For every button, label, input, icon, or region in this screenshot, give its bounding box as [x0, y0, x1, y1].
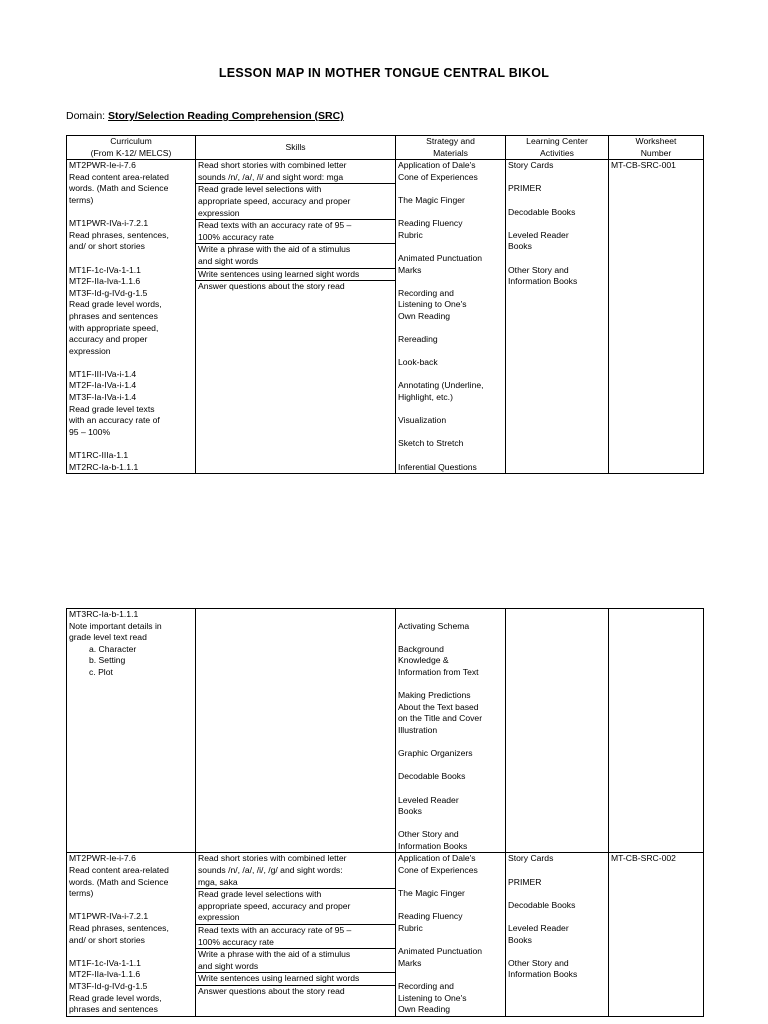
text-line: Read phrases, sentences, [69, 229, 169, 240]
text-line: Decodable Books [398, 771, 466, 782]
text-line: Books [398, 806, 422, 817]
text-line: Read short stories with combined letter [198, 853, 347, 864]
text-line [398, 346, 503, 358]
text-line: expression [69, 345, 111, 356]
text-line: Leveled Reader [398, 794, 459, 805]
skill-item [196, 281, 395, 293]
text-line: Other Story and [508, 264, 569, 275]
text-line [398, 609, 503, 621]
text-line: MT1F-1c-IVa-1-1.1 [69, 264, 141, 275]
strategy-cell [396, 853, 506, 1016]
text-line: Books [508, 934, 532, 945]
header-skills: Skills [196, 136, 396, 160]
curriculum-cell [67, 160, 196, 474]
text-line: Activating Schema [398, 620, 470, 631]
text-line: Recording and [398, 287, 454, 298]
text-line: Read grade level selections with [198, 184, 322, 195]
domain-line [66, 110, 344, 122]
header-learning-line2: Activities [540, 147, 574, 158]
text-line: terms) [69, 194, 94, 205]
text-line: Leveled Reader [508, 229, 569, 240]
text-line: Answer questions about the story read [198, 986, 345, 996]
text-line: Read grade level words, [69, 299, 162, 310]
text-line: Reading Fluency [398, 911, 463, 922]
text-line: Visualization [398, 415, 447, 426]
text-line: MT3RC-Ia-b-1.1.1 [69, 609, 139, 619]
text-line: expression [198, 207, 240, 218]
text-line: appropriate speed, accuracy and proper [198, 900, 351, 911]
skill-item [196, 244, 395, 268]
text-line: a. Character [89, 643, 137, 654]
text-line: PRIMER [508, 876, 542, 887]
text-line: The Magic Finger [398, 888, 465, 899]
text-line: phrases and sentences [69, 1004, 158, 1015]
text-line: 95 – 100% [69, 426, 111, 437]
skill-item [196, 949, 395, 973]
skill-item [196, 853, 395, 889]
text-line [69, 253, 193, 265]
header-learning-line1: Learning Center [526, 136, 588, 146]
skill-item [196, 986, 395, 998]
text-line [69, 357, 193, 369]
text-line: grade level text read [69, 632, 147, 643]
text-line [398, 969, 503, 981]
text-line: Illustration [398, 724, 438, 735]
skill-item [196, 220, 395, 244]
text-line [398, 935, 503, 947]
text-line: Sketch to Stretch [398, 438, 464, 449]
text-line: Write a phrase with the aid of a stimulus [198, 244, 351, 255]
text-line: phrases and sentences [69, 310, 158, 321]
text-line: Marks [398, 264, 422, 275]
text-line [398, 679, 503, 691]
text-line: Rubric [398, 229, 423, 240]
text-line: Other Story and [508, 957, 569, 968]
text-line: Highlight, etc.) [398, 392, 453, 403]
text-line [398, 737, 503, 749]
text-line: b. Setting [89, 655, 126, 666]
text-line: expression [198, 912, 240, 923]
text-line: MT1F-1c-IVa-1-1.1 [69, 957, 141, 968]
text-line [398, 369, 503, 381]
text-line: sounds /n/, /a/, /i/ and sight word: mga [198, 171, 344, 182]
text-line: Read texts with an accuracy rate of 95 – [198, 220, 352, 231]
text-line: Read short stories with combined letter [198, 160, 347, 171]
skills-cell [196, 160, 396, 474]
text-line: Write sentences using learned sight words [198, 268, 360, 279]
text-line: MT1PWR-IVa-i-7.2.1 [69, 218, 149, 229]
text-line [508, 911, 606, 923]
worksheet-cell [609, 609, 704, 853]
text-line [508, 218, 606, 230]
text-line: 100% accuracy rate [198, 936, 274, 947]
text-line: PRIMER [508, 183, 542, 194]
text-line: mga, saka [198, 876, 238, 887]
text-line: Books [508, 241, 532, 252]
text-line: Read grade level words, [69, 992, 162, 1003]
text-line [69, 946, 193, 958]
learning-center-cell [506, 853, 609, 1016]
text-line [398, 450, 503, 462]
text-line: and sight words [198, 960, 259, 971]
text-line: Own Reading [398, 1004, 451, 1015]
header-row [67, 136, 704, 160]
text-line: sounds /n/, /a/, /i/, /g/ and sight words: [198, 865, 343, 876]
lesson-map-table-2 [66, 608, 704, 1017]
header-worksheet [609, 136, 704, 160]
skill-item [196, 889, 395, 925]
worksheet-cell: MT-CB-SRC-002 [609, 853, 704, 1016]
text-line: words. (Math and Science [69, 876, 169, 887]
text-line: MT2PWR-Ie-i-7.6 [69, 853, 136, 864]
text-line [508, 195, 606, 207]
text-line: Rereading [398, 334, 438, 345]
text-line [69, 207, 193, 219]
lesson-map-table-1 [66, 135, 704, 474]
text-line [398, 404, 503, 416]
text-line: Rubric [398, 923, 423, 934]
text-line: c. Plot [89, 666, 113, 677]
text-line: Read grade level selections with [198, 889, 322, 900]
text-line: Information Books [398, 840, 468, 851]
page-title: LESSON MAP IN MOTHER TONGUE CENTRAL BIKOL [218, 66, 550, 80]
header-strategy [396, 136, 506, 160]
text-line: MT2PWR-Ie-i-7.6 [69, 160, 136, 171]
skill-item [196, 973, 395, 986]
text-line: Look-back [398, 357, 438, 368]
text-line: Recording and [398, 981, 454, 991]
text-line: Information Books [508, 276, 578, 287]
curriculum-cell [67, 853, 196, 1016]
text-line: with an accuracy rate of [69, 415, 160, 426]
text-line: Inferential Questions [398, 461, 477, 472]
text-line: MT1PWR-IVa-i-7.2.1 [69, 911, 149, 922]
header-curriculum-line1: Curriculum [110, 136, 152, 146]
text-line: Read texts with an accuracy rate of 95 – [198, 925, 352, 936]
text-line: Application of Dale's [398, 853, 476, 864]
text-line: Decodable Books [508, 899, 576, 910]
header-curriculum-line2: (From K-12/ MELCS) [90, 147, 172, 158]
text-line: Listening to One's [398, 992, 467, 1003]
skill-item [196, 269, 395, 282]
text-line: Decodable Books [508, 206, 576, 217]
strategy-cell [396, 609, 506, 853]
header-strategy-line2: Materials [433, 147, 468, 158]
text-line: Read content area-related [69, 171, 169, 182]
header-learning-center [506, 136, 609, 160]
text-line: Cone of Experiences [398, 171, 478, 182]
text-line: Own Reading [398, 310, 451, 321]
text-line: Information from Text [398, 666, 479, 677]
text-line: Annotating (Underline, [398, 380, 484, 391]
text-line: Cone of Experiences [398, 865, 478, 876]
text-line: MT2F-IIa-Iva-1.1.6 [69, 276, 141, 287]
text-line [398, 183, 503, 195]
domain-value: Story/Selection Reading Comprehension (SRC) [108, 110, 344, 122]
text-line: MT3F-Id-g-IVd-g-1.5 [69, 287, 148, 298]
text-line: Reading Fluency [398, 218, 463, 229]
text-line: 100% accuracy rate [198, 231, 274, 242]
skill-item [196, 160, 395, 184]
learning-center-cell [506, 609, 609, 853]
text-line: and sight words [198, 255, 259, 266]
text-line: Story Cards [508, 160, 554, 171]
text-line: Read grade level texts [69, 403, 155, 414]
text-line: Application of Dale's [398, 160, 476, 171]
text-line: Answer questions about the story read [198, 281, 345, 292]
text-line: terms) [69, 888, 94, 899]
text-line: Marks [398, 957, 422, 968]
text-line [398, 900, 503, 912]
text-line [508, 865, 606, 877]
text-line: MT1RC-IIIa-1.1 [69, 450, 129, 461]
text-line [398, 323, 503, 335]
text-line: Listening to One's [398, 299, 467, 310]
text-line: MT3F-Id-g-IVd-g-1.5 [69, 981, 148, 991]
strategy-cell [396, 160, 506, 474]
text-line: Write sentences using learned sight words [198, 973, 360, 984]
text-line [508, 253, 606, 265]
text-line: MT2F-IIa-Iva-1.1.6 [69, 969, 141, 980]
curriculum-lines [69, 609, 193, 644]
text-line [69, 900, 193, 912]
text-line: appropriate speed, accuracy and proper [198, 195, 351, 206]
text-line: Graphic Organizers [398, 748, 473, 759]
header-worksheet-line1: Worksheet [635, 136, 677, 146]
text-line [398, 818, 503, 830]
text-line: Note important details in [69, 620, 162, 631]
text-line: Information Books [508, 969, 578, 980]
text-line [508, 946, 606, 958]
text-line: Knowledge & [398, 655, 449, 666]
text-line [69, 438, 193, 450]
text-line [398, 632, 503, 644]
text-line: About the Text based [398, 701, 479, 712]
text-line: Leveled Reader [508, 923, 569, 934]
text-line: and/ or short stories [69, 934, 145, 945]
text-line: on the Title and Cover [398, 713, 483, 724]
header-curriculum [67, 136, 196, 160]
skills-cell [196, 853, 396, 1016]
text-line: The Magic Finger [398, 194, 465, 205]
text-line [398, 241, 503, 253]
text-line: accuracy and proper [69, 334, 148, 345]
text-line [398, 877, 503, 889]
text-line: MT3F-Ia-IVa-i-1.4 [69, 392, 137, 403]
text-line: Animated Punctuation [398, 252, 483, 263]
text-line [398, 427, 503, 439]
text-line: MT1F-III-IVa-i-1.4 [69, 368, 137, 379]
detail-sublist [69, 644, 193, 679]
table-row [67, 609, 704, 853]
curriculum-cell [67, 609, 196, 853]
table-row [67, 160, 704, 474]
header-worksheet-line2: Number [640, 147, 672, 158]
table-row [67, 853, 704, 1016]
text-line [508, 888, 606, 900]
text-line [508, 172, 606, 184]
text-line: MT2RC-Ia-b-1.1.1 [69, 461, 139, 472]
skill-item [196, 184, 395, 220]
text-line [398, 276, 503, 288]
text-line: Animated Punctuation [398, 946, 483, 957]
text-line: Write a phrase with the aid of a stimulus [198, 949, 351, 960]
skills-cell [196, 609, 396, 853]
text-line [398, 760, 503, 772]
text-line: Read content area-related [69, 865, 169, 876]
text-line: words. (Math and Science [69, 183, 169, 194]
worksheet-cell: MT-CB-SRC-001 [609, 160, 704, 474]
learning-center-cell [506, 160, 609, 474]
text-line: Other Story and [398, 829, 459, 840]
skill-item [196, 925, 395, 949]
text-line: and/ or short stories [69, 241, 145, 252]
text-line: Making Predictions [398, 690, 471, 701]
text-line: Story Cards [508, 853, 554, 864]
text-line [398, 783, 503, 795]
text-line: MT2F-Ia-IVa-i-1.4 [69, 380, 137, 391]
text-line: Read phrases, sentences, [69, 923, 169, 934]
text-line: Background [398, 643, 444, 654]
header-strategy-line1: Strategy and [426, 136, 475, 146]
domain-label: Domain: [66, 110, 109, 122]
text-line [398, 207, 503, 219]
text-line: with appropriate speed, [69, 322, 159, 333]
